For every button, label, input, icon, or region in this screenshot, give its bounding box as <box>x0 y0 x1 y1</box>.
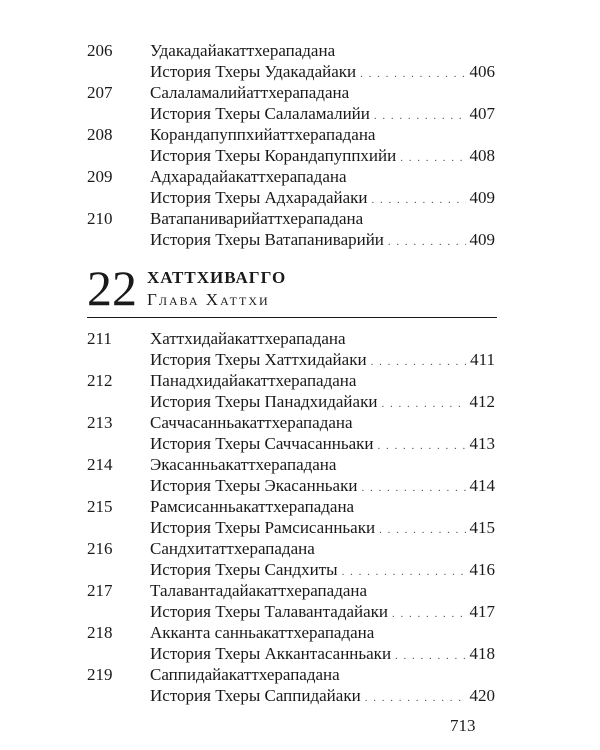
entry-title: Удакадайакаттхерападана <box>150 41 336 60</box>
toc-entry <box>0 124 600 166</box>
entry-subtitle: История Тхеры Саччасанньаки <box>150 434 374 453</box>
entry-page: 414 <box>469 476 495 495</box>
toc-entry <box>0 496 600 538</box>
entry-title: Панадхидайакаттхерападана <box>150 371 357 390</box>
entry-subtitle: История Тхеры Аккантасанньаки <box>150 644 392 663</box>
dot-leader <box>361 482 465 494</box>
toc-entry <box>0 40 600 82</box>
dot-leader <box>378 440 466 452</box>
entry-subtitle: История Тхеры Сандхиты <box>150 560 338 579</box>
entry-page: 408 <box>469 146 495 165</box>
chapter-divider <box>87 317 497 318</box>
entry-page: 415 <box>469 518 495 537</box>
toc-entry <box>0 454 600 496</box>
entry-title: Талавантадайакаттхерападана <box>150 581 368 600</box>
toc-entry <box>0 82 600 124</box>
entry-page: 406 <box>469 62 495 81</box>
entry-subtitle: История Тхеры Салаламалийи <box>150 104 370 123</box>
dot-leader <box>395 650 465 662</box>
entry-title: Сандхитаттхерападана <box>150 539 315 558</box>
entry-number: 218 <box>87 623 113 642</box>
entry-number: 210 <box>87 209 113 228</box>
chapter-number: 22 <box>87 260 137 316</box>
entry-subtitle: История Тхеры Талавантадайаки <box>150 602 389 621</box>
dot-leader <box>371 356 467 368</box>
dot-leader <box>379 524 465 536</box>
dot-leader <box>360 68 465 80</box>
toc-entry <box>0 412 600 454</box>
entry-page: 418 <box>469 644 495 663</box>
dot-leader <box>381 398 465 410</box>
entry-number: 209 <box>87 167 113 186</box>
entry-subtitle: История Тхеры Рамсисанньаки <box>150 518 376 537</box>
dot-leader <box>372 194 466 206</box>
entry-page: 409 <box>469 230 495 249</box>
entry-title: Рамсисанньакаттхерападана <box>150 497 355 516</box>
dot-leader <box>392 608 465 620</box>
toc-entry <box>0 580 600 622</box>
entry-page: 409 <box>469 188 495 207</box>
entry-subtitle: История Тхеры Корандапуппхийи <box>150 146 397 165</box>
dot-leader <box>400 152 465 164</box>
entry-subtitle: История Тхеры Панадхидайаки <box>150 392 378 411</box>
entry-number: 215 <box>87 497 113 516</box>
entry-number: 206 <box>87 41 113 60</box>
entry-number: 207 <box>87 83 113 102</box>
toc-entry <box>0 370 600 412</box>
entry-title: Экасанньакаттхерападана <box>150 455 337 474</box>
dot-leader <box>342 566 466 578</box>
entry-title: Саппидайакаттхерападана <box>150 665 340 684</box>
entry-subtitle: История Тхеры Хаттхидайаки <box>150 350 367 369</box>
toc-entry <box>0 328 600 370</box>
dot-leader <box>365 692 466 704</box>
entry-subtitle: История Тхеры Ватапаниварийи <box>150 230 384 249</box>
toc-entry <box>0 622 600 664</box>
entry-subtitle: История Тхеры Удакадайаки <box>150 62 357 81</box>
dot-leader <box>374 110 466 122</box>
toc-entry <box>0 538 600 580</box>
entry-title: Корандапуппхийаттхерападана <box>150 125 376 144</box>
entry-page: 416 <box>469 560 495 579</box>
entry-number: 213 <box>87 413 113 432</box>
entry-title: Ватапаниварийаттхерападана <box>150 209 364 228</box>
entry-number: 216 <box>87 539 113 558</box>
page-number: 713 <box>450 716 476 735</box>
chapter-heading <box>87 262 497 318</box>
entry-title: Адхарадайакаттхерападана <box>150 167 347 186</box>
entry-page: 420 <box>469 686 495 705</box>
entry-number: 219 <box>87 665 113 684</box>
entry-subtitle: История Тхеры Адхарадайаки <box>150 188 368 207</box>
entry-number: 217 <box>87 581 113 600</box>
dot-leader <box>388 236 466 248</box>
entry-subtitle: История Тхеры Экасанньаки <box>150 476 358 495</box>
entry-page: 413 <box>469 434 495 453</box>
chapter-title: ХАТТХИВАГГО <box>147 268 287 287</box>
chapter-subtitle: Глава Хаттхи <box>147 290 270 309</box>
entry-number: 208 <box>87 125 113 144</box>
entry-number: 211 <box>87 329 112 348</box>
toc-entry <box>0 166 600 208</box>
entry-title: Хаттхидайакаттхерападана <box>150 329 346 348</box>
entry-title: Саччасанньакаттхерападана <box>150 413 353 432</box>
entry-number: 212 <box>87 371 113 390</box>
entry-page: 411 <box>470 350 495 369</box>
toc-entry <box>0 664 600 706</box>
entry-title: Акканта санньакаттхерападана <box>150 623 375 642</box>
entry-page: 417 <box>469 602 495 621</box>
entry-page: 412 <box>469 392 495 411</box>
toc-entry <box>0 208 600 250</box>
entry-subtitle: История Тхеры Саппидайаки <box>150 686 361 705</box>
entry-page: 407 <box>469 104 495 123</box>
entry-title: Салаламалийаттхерападана <box>150 83 350 102</box>
entry-number: 214 <box>87 455 113 474</box>
